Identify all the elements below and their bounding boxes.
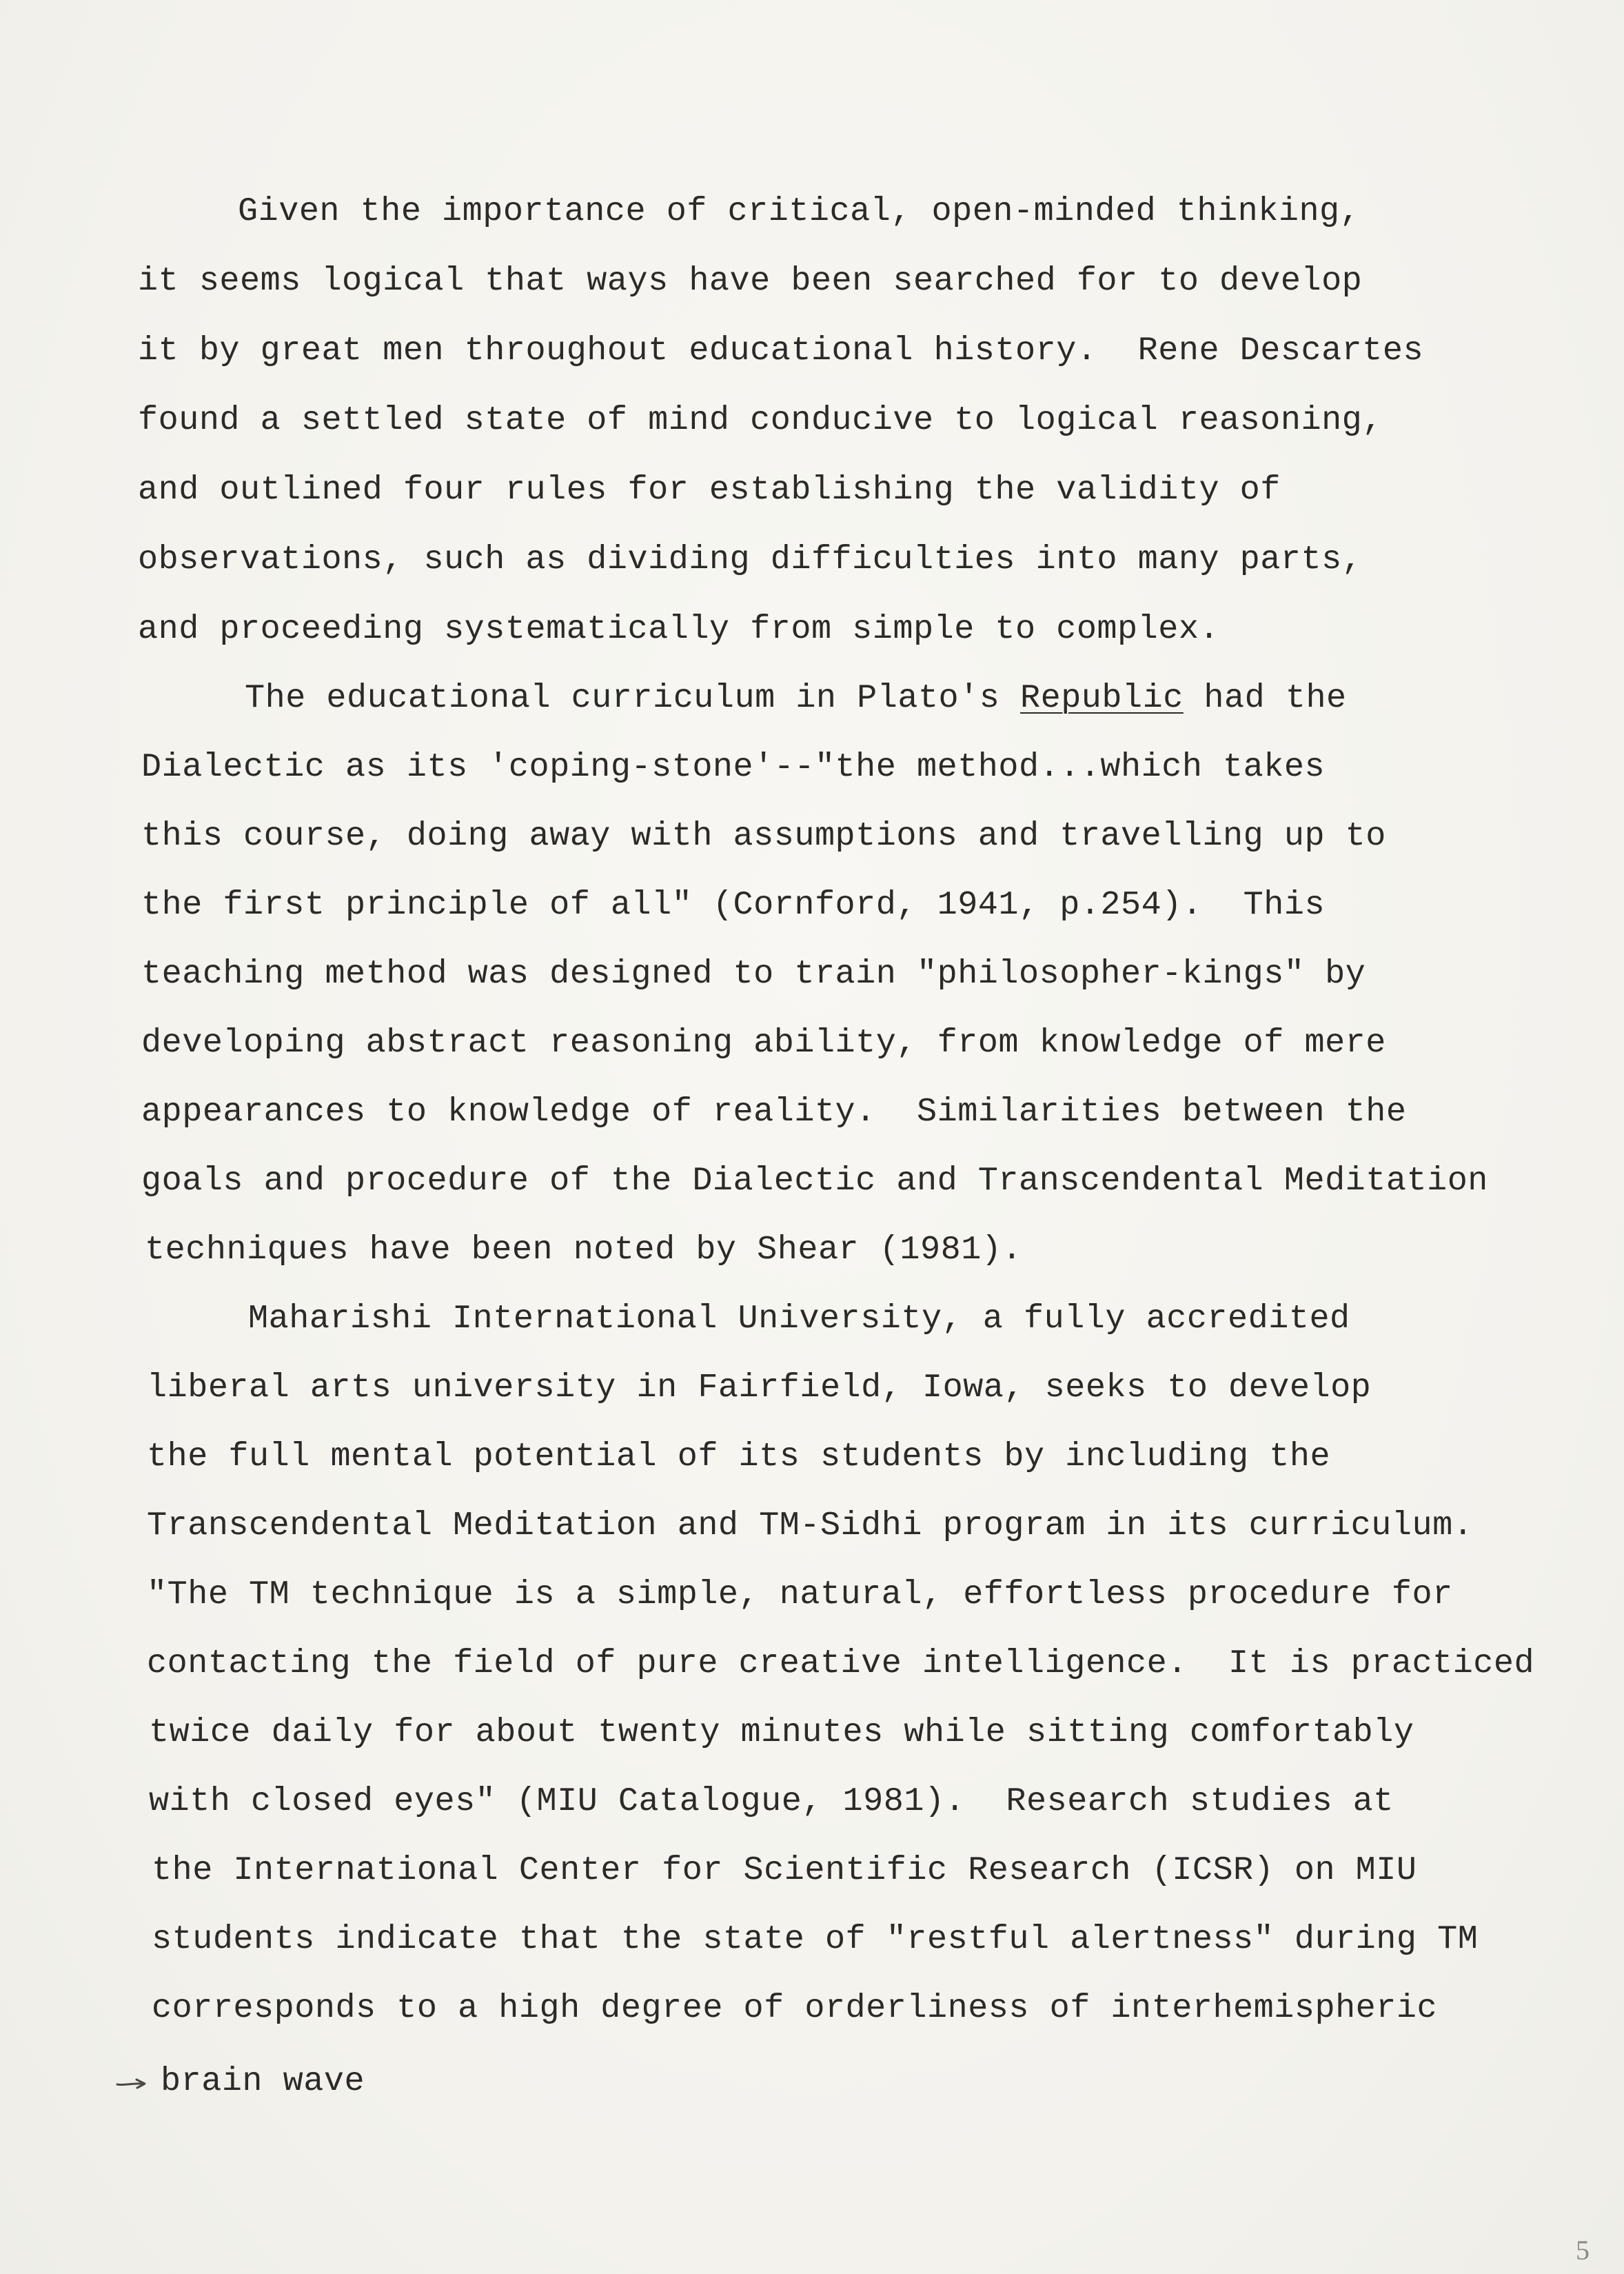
text-line: appearances to knowledge of reality. Similarities between the: [141, 1093, 1407, 1131]
text-line: teaching method was designed to train "philosopher-kings" by: [141, 955, 1366, 993]
text-line: Transcendental Meditation and TM-Sidhi program in its curriculum.: [147, 1507, 1474, 1544]
text-line: the first principle of all" (Cornford, 1941, p.254). This: [141, 886, 1326, 924]
text-line: contacting the field of pure creative intelligence. It is practiced: [147, 1644, 1535, 1682]
text-line: observations, such as dividing difficulties into many parts,: [138, 541, 1363, 578]
text-line: it seems logical that ways have been searched for to develop: [138, 262, 1363, 300]
text-line: Given the importance of critical, open-minded thinking,: [238, 192, 1361, 230]
text-line: the International Center for Scientific Research (ICSR) on MIU: [152, 1851, 1417, 1889]
text-line: developing abstract reasoning ability, from knowledge of mere: [141, 1024, 1386, 1062]
text-line: "The TM technique is a simple, natural, effortless procedure for: [147, 1576, 1453, 1613]
text-line: the full mental potential of its students by including the: [147, 1438, 1331, 1476]
page-number: 5: [1576, 2235, 1590, 2266]
text-line: with closed eyes" (MIU Catalogue, 1981). Research studies at: [149, 1782, 1394, 1820]
text-line: and proceeding systematically from simple to complex.: [138, 610, 1220, 648]
text-line: it by great men throughout educational history. Rene Descartes: [138, 332, 1424, 370]
text-line: corresponds to a high degree of orderliness of interhemispheric: [152, 1989, 1438, 2027]
text-segment: The educational curriculum in Plato's: [245, 679, 1020, 717]
book-title: Republic: [1019, 679, 1184, 717]
text-line: this course, doing away with assumptions and travelling up to: [141, 817, 1386, 855]
text-line: goals and procedure of the Dialectic and Transcendental Meditation: [141, 1162, 1488, 1200]
text-line: brain wave: [161, 2062, 365, 2100]
text-line: [245, 679, 1347, 717]
text-line: students indicate that the state of "restful alertness" during TM: [152, 1920, 1479, 1958]
text-line: found a settled state of mind conducive to logical reasoning,: [138, 401, 1383, 439]
text-line: Dialectic as its 'coping-stone'--"the method...which takes: [141, 748, 1326, 786]
text-line: Maharishi International University, a fully accredited: [248, 1300, 1350, 1338]
handwritten-arrow-icon: [116, 2077, 150, 2091]
text-line: techniques have been noted by Shear (1981).: [145, 1231, 1023, 1269]
text-segment: had the: [1183, 679, 1347, 717]
text-line: and outlined four rules for establishing the validity of: [138, 471, 1281, 509]
text-line: twice daily for about twenty minutes while sitting comfortably: [149, 1713, 1414, 1751]
text-line: liberal arts university in Fairfield, Iowa, seeks to develop: [147, 1369, 1372, 1407]
